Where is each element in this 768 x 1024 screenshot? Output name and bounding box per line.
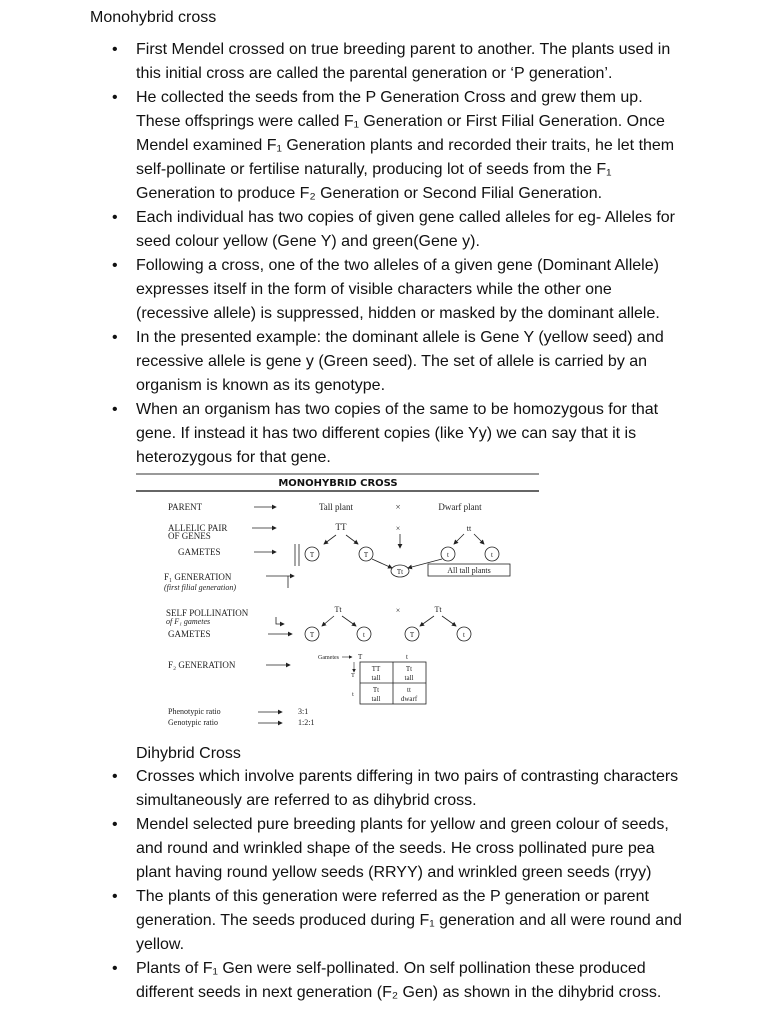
- bullet-icon: •: [112, 257, 118, 274]
- list-item: [0, 38, 768, 86]
- list-item: [0, 254, 768, 326]
- bullet-icon: •: [112, 329, 118, 346]
- dihybrid-heading: Dihybrid Cross: [136, 745, 241, 762]
- gametes-header: Gametes: [318, 655, 339, 661]
- dihybrid-bullet-list: [0, 765, 768, 1005]
- gamete-T-1: T: [309, 551, 315, 559]
- list-item-text: He collected the seeds from the P Generation Cross and grew them up. These offsprings were called F₁ Generation or First Filial Generation. Once Mendel examined F₁ Generation plants and recorded their traits, he let them self-pollinate or fertilise naturally, producing lot of seeds from the F₁ Generation to produce F₂ Generation or Second Filial Generation.: [136, 89, 675, 202]
- label-genotypic-ratio: Genotypic ratio: [168, 718, 218, 727]
- label-phenotypic-ratio: Phenotypic ratio: [168, 707, 221, 716]
- cross-symbol: ×: [395, 502, 401, 512]
- all-tall-plants: All tall plants: [447, 566, 491, 575]
- gamete-t-4: t: [463, 631, 465, 639]
- dwarf-plant-label: Dwarf plant: [438, 502, 482, 512]
- list-item-text: When an organism has two copies of the same to be homozygous for that gene. If instead it has two different copies (like Yy) we can say that it is heterozygous for that gene.: [136, 401, 659, 466]
- monohybrid-cross-diagram: [136, 470, 542, 740]
- label-gametes: GAMETES: [178, 547, 221, 557]
- list-item-text: Crosses which involve parents differing in two pairs of contrasting characters simultaneously are referred to as dihybrid cross.: [136, 768, 679, 809]
- list-item: [0, 957, 768, 1005]
- dwarf-genotype: tt: [466, 524, 472, 533]
- punnett-cell-1-genotype: TT: [371, 665, 381, 673]
- bullet-icon: •: [112, 89, 118, 106]
- punnett-cell-3-phenotype: tall: [371, 695, 381, 703]
- punnett-cell-2-genotype: Tt: [405, 665, 413, 673]
- label-self-pollination: SELF POLLINATION: [166, 608, 249, 618]
- punnett-col-T: T: [358, 653, 363, 661]
- bullet-icon: •: [112, 768, 118, 785]
- bullet-icon: •: [112, 41, 118, 58]
- cross-symbol-2: ×: [395, 524, 401, 533]
- punnett-cell-4-phenotype: dwarf: [400, 695, 418, 703]
- page-title: Monohybrid cross: [90, 9, 217, 26]
- list-item-text: First Mendel crossed on true breeding parent to another. The plants used in this initial cross are called the parental generation or ‘P generation’.: [136, 41, 671, 82]
- tall-plant-label: Tall plant: [318, 502, 354, 512]
- label-f1-sub: (first filial generation): [164, 583, 236, 592]
- list-item: [0, 206, 768, 254]
- list-item: [0, 885, 768, 957]
- bullet-icon: •: [112, 960, 118, 977]
- punnett-row-t: t: [352, 692, 354, 698]
- punnett-row-T: T: [351, 673, 355, 679]
- gamete-T-3: T: [309, 631, 315, 639]
- label-gametes-2: GAMETES: [168, 629, 211, 639]
- gamete-T-4: T: [409, 631, 415, 639]
- bullet-icon: •: [112, 888, 118, 905]
- punnett-cell-1-phenotype: tall: [371, 674, 381, 682]
- tall-genotype: TT: [335, 522, 347, 532]
- label-allelic-pair: ALLELIC PAIR: [168, 523, 228, 533]
- bullet-icon: •: [112, 209, 118, 226]
- label-f2-generation: F₂ GENERATION: [168, 660, 236, 670]
- gamete-T-2: T: [363, 551, 369, 559]
- list-item-text: The plants of this generation were referred as the P generation or parent generation. The seeds produced during F₁ generation and all were round and yellow.: [136, 888, 682, 953]
- punnett-cell-2-phenotype: tall: [404, 674, 414, 682]
- phenotypic-ratio-value: 3:1: [298, 707, 309, 716]
- label-self-pollination-sub: of F₁ gametes: [166, 617, 211, 626]
- list-item: [0, 813, 768, 885]
- punnett-cell-4-genotype: tt: [407, 686, 411, 694]
- label-parent: PARENT: [168, 502, 203, 512]
- self-genotype-2: Tt: [434, 605, 442, 614]
- punnett-cell-3-genotype: Tt: [372, 686, 380, 694]
- label-of-genes: OF GENES: [168, 531, 211, 541]
- list-item-text: Mendel selected pure breeding plants for yellow and green colour of seeds, and round and wrinkled shape of the seeds. He cross pollinated pure pea plant having round yellow seeds (RRYY) and wrinkled green seeds (rryy): [136, 816, 669, 881]
- cross-symbol-3: ×: [395, 606, 401, 615]
- list-item-text: Following a cross, one of the two alleles of a given gene (Dominant Allele) expresses itself in the form of visible characters while the other one (recessive allele) is suppressed, hidden or masked by the dominant allele.: [136, 257, 660, 322]
- label-f1-generation: F₁ GENERATION: [164, 572, 232, 582]
- list-item-text: In the presented example: the dominant allele is Gene Y (yellow seed) and recessive allele is gene y (Green seed). The set of allele is carried by an organism is known as its genotype.: [136, 329, 664, 394]
- monohybrid-bullet-list: [0, 38, 768, 470]
- list-item: [0, 86, 768, 206]
- punnett-col-t: t: [406, 653, 408, 661]
- genotypic-ratio-value: 1:2:1: [298, 718, 315, 727]
- gamete-t-2: t: [491, 551, 493, 559]
- diagram-heading: MONOHYBRID CROSS: [278, 478, 398, 489]
- f1-genotype: Tt: [396, 568, 404, 576]
- list-item-text: Plants of F₁ Gen were self-pollinated. On self pollination these produced different seeds in next generation (F₂ Gen) as shown in the dihybrid cross.: [136, 960, 662, 1001]
- bullet-icon: •: [112, 401, 118, 418]
- gamete-t-1: t: [447, 551, 449, 559]
- list-item: [0, 398, 768, 470]
- bullet-icon: •: [112, 816, 118, 833]
- list-item: [0, 326, 768, 398]
- list-item: [0, 765, 768, 813]
- list-item-text: Each individual has two copies of given gene called alleles for eg- Alleles for seed colour yellow (Gene Y) and green(Gene y).: [136, 209, 675, 250]
- self-genotype-1: Tt: [334, 605, 342, 614]
- gamete-t-3: t: [363, 631, 365, 639]
